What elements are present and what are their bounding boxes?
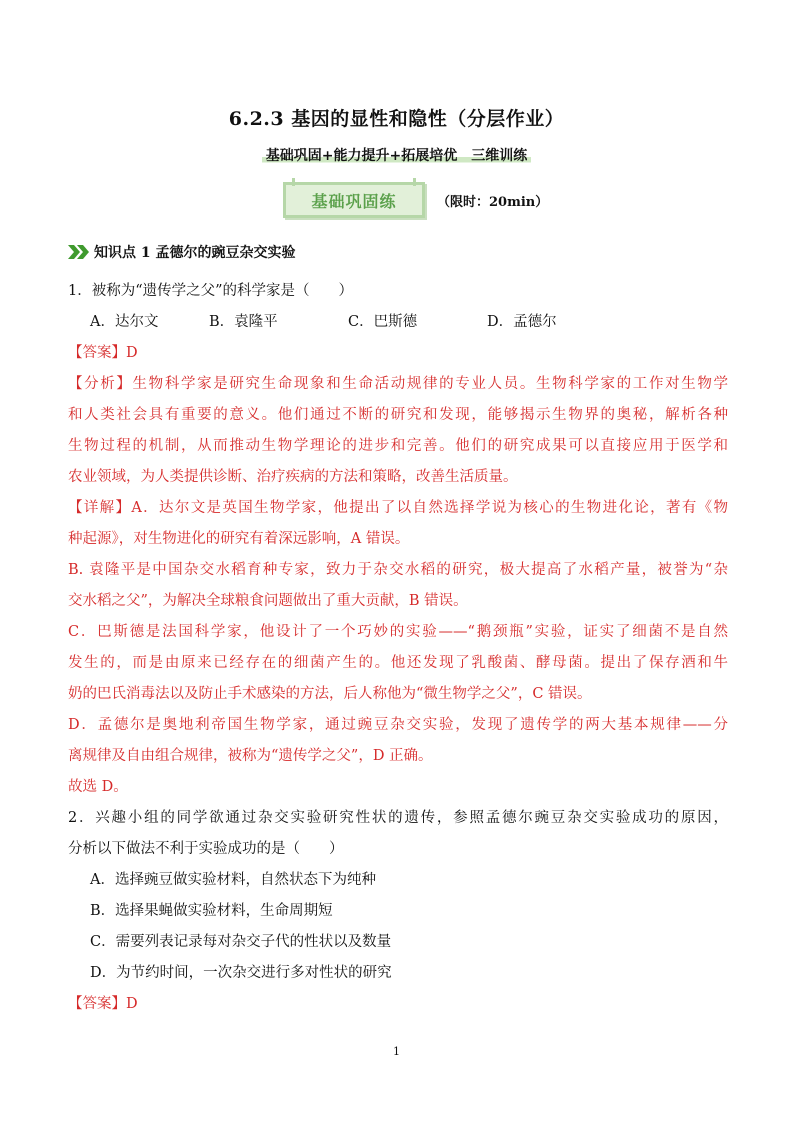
q1-analysis-line: 生物过程的机制，从而推动生物学理论的进步和完善。他们的研究成果可以直接应用于医学和	[68, 438, 728, 454]
q1-detail-line: 交水稻之父”，为解决全球粮食问题做出了重大贡献，B 错误。	[68, 593, 468, 609]
question-1-options	[68, 307, 728, 338]
q1-detail-line: B. 袁隆平是中国杂交水稻育种专家，致力于杂交水稻的研究，极大提高了水稻产量，被誉为“杂	[68, 562, 728, 578]
q2-option-a: A．选择豌豆做实验材料，自然状态下为纯种	[90, 872, 376, 888]
q2-option-c: C．需要列表记录每对杂交子代的性状以及数量	[90, 934, 392, 950]
knowledge-point-heading	[68, 242, 296, 262]
q1-analysis-line: 和人类社会具有重要的意义。他们通过不断的研究和发现，能够揭示生物界的奥秘，解析各种	[68, 407, 728, 423]
time-limit: （限时：20min）	[437, 194, 549, 210]
page-number: 1	[393, 1045, 400, 1058]
q1-option-a: A．达尔文	[90, 314, 159, 330]
page-title: 6.2.3 基因的显性和隐性（分层作业）	[228, 108, 565, 130]
q1-option-c: C．巴斯德	[348, 314, 418, 330]
page-subtitle	[0, 145, 793, 165]
q1-detail-line: 【详解】A．达尔文是英国生物学家，他提出了以自然选择学说为核心的生物进化论，著有《物	[68, 500, 728, 516]
question-2-stem: 分析以下做法不利于实验成功的是（ ）	[68, 841, 344, 857]
q1-detail-line: D．孟德尔是奥地利帝国生物学家，通过豌豆杂交实验，发现了遗传学的两大基本规律——分	[68, 717, 728, 733]
q1-option-d: D．孟德尔	[487, 314, 557, 330]
banner-badge	[283, 182, 425, 218]
knowledge-point-title: 知识点 1 孟德尔的豌豆杂交实验	[94, 245, 296, 261]
question-content	[68, 276, 728, 1020]
q1-conclusion: 故选 D。	[68, 779, 128, 795]
q1-detail-line: 发生的，而是由原来已经存在的细菌产生的。他还发现了乳酸菌、酵母菌。提出了保存酒和牛	[68, 655, 728, 671]
q1-analysis-line: 农业领域，为人类提供诊断、治疗疾病的方法和策略，改善生活质量。	[68, 469, 518, 485]
q1-answer: 【答案】D	[68, 345, 138, 361]
q1-detail-line: 种起源》，对生物进化的研究有着深远影响，A 错误。	[68, 531, 410, 547]
banner-text: 基础巩固练	[311, 191, 397, 211]
q1-analysis-line: 【分析】生物科学家是研究生命现象和生命活动规律的专业人员。生物科学家的工作对生物学	[68, 376, 728, 392]
q2-option-d: D．为节约时间，一次杂交进行多对性状的研究	[90, 965, 392, 981]
q1-detail-line: C．巴斯德是法国科学家，他设计了一个巧妙的实验——“鹅颈瓶”实验，证实了细菌不是自然	[68, 624, 728, 640]
q2-answer: 【答案】D	[68, 996, 138, 1012]
question-2-stem: 2．兴趣小组的同学欲通过杂交实验研究性状的遗传，参照孟德尔豌豆杂交实验成功的原因，	[68, 810, 728, 826]
q1-option-b: B．袁隆平	[209, 314, 278, 330]
q1-detail-line: 奶的巴氏消毒法以及防止手术感染的方法，后人称他为“微生物学之父”，C 错误。	[68, 686, 592, 702]
q1-detail-line: 离规律及自由组合规律，被称为“遗传学之父”，D 正确。	[68, 748, 433, 764]
subtitle-text: 基础巩固+能力提升+拓展培优 三维训练	[262, 148, 531, 164]
q2-option-b: B．选择果蝇做实验材料，生命周期短	[90, 903, 333, 919]
question-1-stem: 1．被称为“遗传学之父”的科学家是（ ）	[68, 283, 354, 299]
double-chevron-icon	[68, 245, 90, 259]
section-banner-row	[283, 182, 548, 218]
